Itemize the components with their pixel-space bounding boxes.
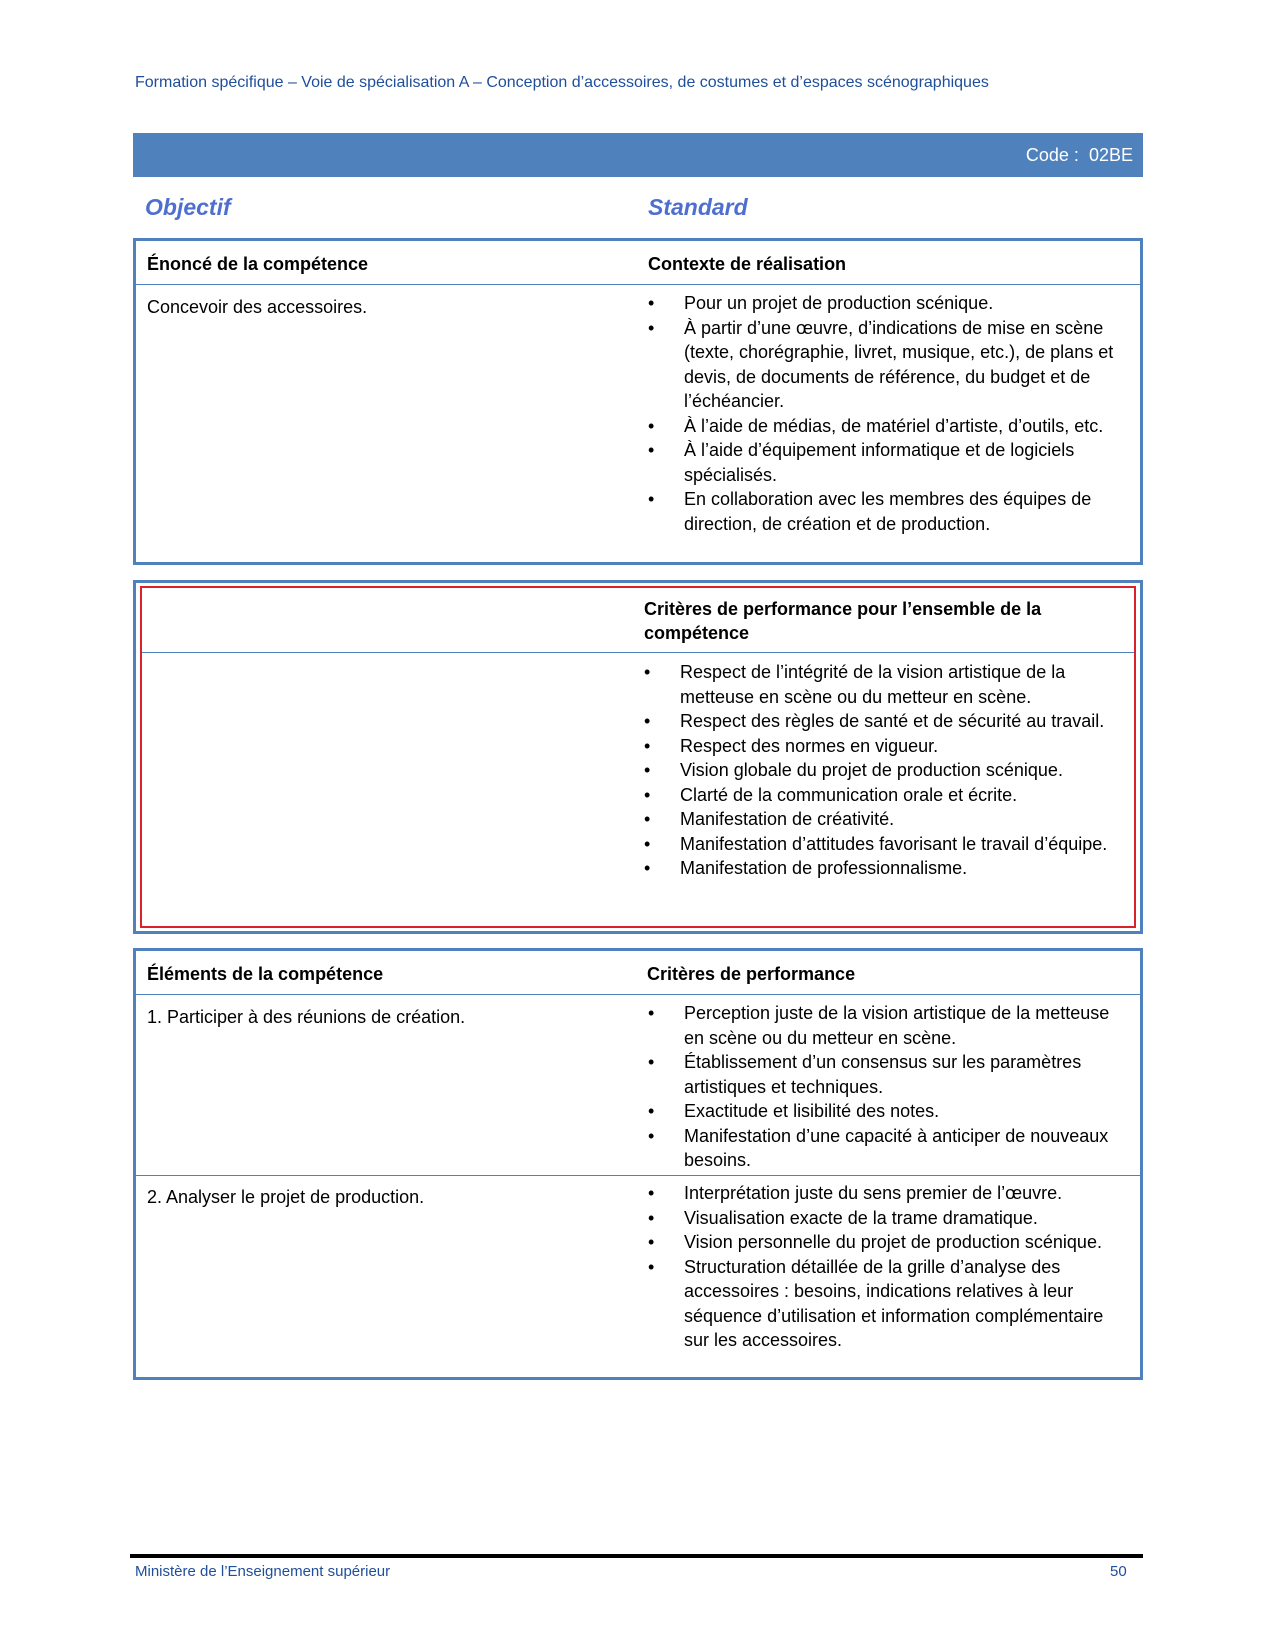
list-item: • Interprétation juste du sens premier de l’œuvre. — [646, 1181, 1118, 1206]
list-item: • À partir d’une œuvre, d’indications de mise en scène (texte, chorégraphie, livret, musique, etc.), de plans et devis, de documents de référence, du budget et de l’échéancier. — [648, 317, 1114, 411]
bullet-icon: • — [644, 784, 651, 805]
list-item: • Manifestation de professionnalisme. — [642, 856, 1112, 881]
objectif-heading: Objectif — [145, 194, 231, 220]
list-item: • En collaboration avec les membres des équipes de direction, de création et de production. — [648, 489, 1092, 534]
code-label: Code : — [1025, 145, 1079, 165]
bullet-icon: • — [648, 1003, 655, 1023]
bullet-icon: • — [648, 1183, 655, 1203]
bullet-icon: • — [644, 833, 651, 854]
list-item: • Clarté de la communication orale et écrite. — [642, 783, 1112, 808]
list-item: • À l’aide d’équipement informatique et de logiciels spécialisés. — [648, 440, 1075, 485]
contexte-list — [646, 291, 1118, 536]
elements-table — [133, 948, 1143, 1380]
bullet-icon: • — [648, 1207, 655, 1228]
ensemble-criteria-header: Critères de performance pour l’ensemble de la compétence — [644, 599, 1042, 643]
list-item: • Respect des normes en vigueur. — [642, 734, 1112, 759]
bullet-icon: • — [644, 662, 651, 682]
element-1-text: 1. Participer à des réunions de création. — [147, 1007, 466, 1027]
bullet-icon: • — [648, 1101, 655, 1121]
element-2-criteria-list — [646, 1181, 1118, 1353]
ensemble-criteria-table — [133, 580, 1143, 934]
element-2-text: 2. Analyser le projet de production. — [147, 1187, 425, 1207]
elements-header: Éléments de la compétence — [147, 964, 384, 984]
bullet-icon: • — [648, 1256, 655, 1277]
header-divider — [136, 994, 1140, 995]
bullet-icon: • — [648, 415, 655, 436]
element-1-criteria-list — [646, 1001, 1118, 1173]
list-item: • À l’aide de médias, de matériel d’artiste, d’outils, etc. — [646, 414, 1118, 439]
list-item: • Manifestation d’attitudes favorisant le travail d’équipe. — [642, 832, 1112, 857]
list-item: • Exactitude et lisibilité des notes. — [646, 1099, 1118, 1124]
contexte-header: Contexte de réalisation — [648, 254, 847, 274]
bullet-icon: • — [648, 489, 655, 509]
list-item: • Manifestation de créativité. — [642, 807, 1112, 832]
bullet-icon: • — [648, 1052, 655, 1072]
list-item: • Établissement d’un consensus sur les paramètres artistiques et techniques. — [648, 1052, 1082, 1097]
bullet-icon: • — [644, 760, 651, 780]
enonce-text: Concevoir des accessoires. — [147, 297, 368, 317]
code-banner — [133, 133, 1143, 177]
list-item: • Vision personnelle du projet de production scénique. — [646, 1230, 1118, 1255]
standard-heading: Standard — [648, 194, 748, 220]
footer-rule — [130, 1554, 1143, 1558]
bullet-icon: • — [644, 809, 651, 829]
document-running-header: Formation spécifique – Voie de spécialisation A – Conception d’accessoires, de costumes et d’espaces scénographiques — [135, 74, 989, 91]
footer-ministry: Ministère de l’Enseignement supérieur — [135, 1563, 391, 1580]
bullet-icon: • — [644, 858, 651, 878]
bullet-icon: • — [648, 1232, 655, 1252]
code-label-group — [1026, 145, 1133, 166]
code-value: 02BE — [1088, 145, 1133, 165]
header-divider — [136, 284, 1140, 285]
list-item: • Structuration détaillée de la grille d’analyse des accessoires : besoins, indications relatives à leur séquence d’utilisation et information complémentaire sur les accessoires. — [648, 1256, 1104, 1350]
list-item: • Respect des règles de santé et de sécurité au travail. — [642, 709, 1112, 734]
list-item: • Pour un projet de production scénique. — [646, 291, 1118, 316]
bullet-icon: • — [648, 293, 655, 313]
list-item: • Perception juste de la vision artistique de la metteuse en scène ou du metteur en scène. — [648, 1003, 1110, 1048]
bullet-icon: • — [644, 711, 651, 731]
bullet-icon: • — [648, 1125, 655, 1146]
header-divider — [142, 652, 1134, 653]
enonce-header: Énoncé de la compétence — [147, 254, 369, 274]
competence-table — [133, 238, 1143, 565]
list-item: • Visualisation exacte de la trame dramatique. — [646, 1206, 1118, 1231]
list-item: • Manifestation d’une capacité à anticiper de nouveaux besoins. — [648, 1125, 1109, 1170]
bullet-icon: • — [644, 735, 651, 756]
row-divider — [136, 1175, 1140, 1176]
ensemble-criteria-frame — [140, 586, 1136, 928]
list-item: • Vision globale du projet de production scénique. — [642, 758, 1112, 783]
bullet-icon: • — [648, 440, 655, 460]
page-number: 50 — [1110, 1563, 1127, 1580]
list-item: • Respect de l’intégrité de la vision artistique de la metteuse en scène ou du metteur en scène. — [644, 662, 1066, 707]
ensemble-criteria-list — [642, 660, 1112, 881]
bullet-icon: • — [648, 317, 655, 338]
criteres-header: Critères de performance — [647, 964, 856, 984]
